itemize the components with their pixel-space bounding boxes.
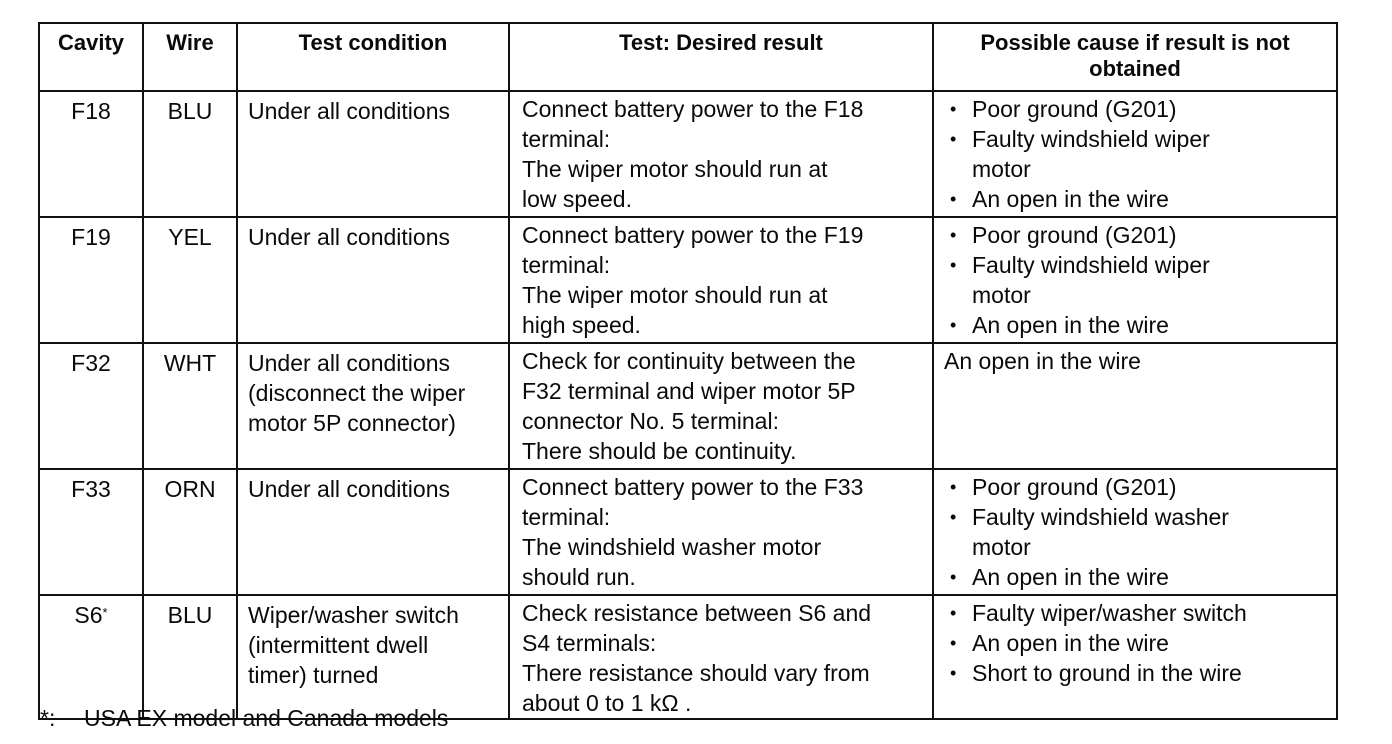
cause-item: • An open in the wire bbox=[944, 562, 1330, 592]
cell-test-condition bbox=[237, 217, 509, 343]
result-line: connector No. 5 terminal: bbox=[522, 408, 779, 434]
cell-wire: YEL bbox=[143, 217, 237, 343]
condition-line: Wiper/washer switch bbox=[248, 602, 459, 628]
result-line: The windshield washer motor bbox=[522, 534, 822, 560]
cell-cavity bbox=[39, 595, 143, 719]
cell-cavity bbox=[39, 469, 143, 595]
condition-line: (disconnect the wiper bbox=[248, 380, 466, 406]
result-line: S4 terminals: bbox=[522, 630, 657, 656]
header-row bbox=[39, 23, 1337, 91]
cell-cavity bbox=[39, 217, 143, 343]
cavity-footnote-mark: * bbox=[102, 605, 108, 620]
condition-line: Under all conditions bbox=[248, 224, 451, 250]
table-row bbox=[39, 469, 1337, 595]
cell-desired-result bbox=[509, 217, 933, 343]
condition-line: timer) turned bbox=[248, 662, 379, 688]
result-line: about 0 to 1 kΩ . bbox=[522, 690, 692, 716]
table-body bbox=[39, 91, 1337, 719]
table-row bbox=[39, 91, 1337, 217]
condition-line: Under all conditions bbox=[248, 476, 451, 502]
result-line: F32 terminal and wiper motor 5P bbox=[522, 378, 856, 404]
cell-desired-result bbox=[509, 595, 933, 719]
cell-desired-result bbox=[509, 343, 933, 469]
header-cavity: Cavity bbox=[39, 23, 143, 91]
cause-item: • Faulty windshield wiper motor bbox=[944, 250, 1330, 310]
footnote-text: USA EX model and Canada models bbox=[84, 705, 449, 731]
cell-cavity bbox=[39, 343, 143, 469]
table-row bbox=[39, 217, 1337, 343]
result-line: terminal: bbox=[522, 504, 611, 530]
table-row bbox=[39, 595, 1337, 719]
result-line: terminal: bbox=[522, 126, 611, 152]
result-line: The wiper motor should run at bbox=[522, 282, 828, 308]
result-line: Check resistance between S6 and bbox=[522, 600, 872, 626]
cause-list bbox=[944, 598, 1330, 688]
cause-item: • An open in the wire bbox=[944, 184, 1330, 214]
condition-line: motor 5P connector) bbox=[248, 410, 456, 436]
cause-item: • Faulty wiper/washer switch bbox=[944, 598, 1330, 628]
cavity-label: F19 bbox=[71, 224, 111, 250]
cell-test-condition bbox=[237, 91, 509, 217]
result-line: high speed. bbox=[522, 312, 641, 338]
header-desired-result: Test: Desired result bbox=[509, 23, 933, 91]
cause-list bbox=[944, 472, 1330, 592]
result-line: There resistance should vary from bbox=[522, 660, 870, 686]
cause-list bbox=[944, 220, 1330, 340]
result-line: Connect battery power to the F19 bbox=[522, 222, 864, 248]
cause-item: • Short to ground in the wire bbox=[944, 658, 1330, 688]
cell-possible-cause bbox=[933, 469, 1337, 595]
cell-test-condition bbox=[237, 343, 509, 469]
result-line: should run. bbox=[522, 564, 636, 590]
cell-possible-cause bbox=[933, 595, 1337, 719]
cell-wire: BLU bbox=[143, 91, 237, 217]
cause-item: • Faulty windshield washer motor bbox=[944, 502, 1330, 562]
footnote bbox=[40, 704, 448, 732]
condition-line: Under all conditions bbox=[248, 98, 451, 124]
condition-line: (intermittent dwell bbox=[248, 632, 429, 658]
result-line: Connect battery power to the F18 bbox=[522, 96, 864, 122]
cell-wire: WHT bbox=[143, 343, 237, 469]
cause-item: • Poor ground (G201) bbox=[944, 472, 1330, 502]
cause-item: • An open in the wire bbox=[944, 310, 1330, 340]
header-wire: Wire bbox=[143, 23, 237, 91]
cell-desired-result bbox=[509, 469, 933, 595]
cell-cavity bbox=[39, 91, 143, 217]
cell-possible-cause bbox=[933, 91, 1337, 217]
cause-item: An open in the wire bbox=[944, 348, 1141, 374]
result-line: The wiper motor should run at bbox=[522, 156, 828, 182]
table-row bbox=[39, 343, 1337, 469]
cell-possible-cause bbox=[933, 343, 1337, 469]
cell-desired-result bbox=[509, 91, 933, 217]
footnote-symbol: *: bbox=[40, 705, 56, 731]
cell-possible-cause bbox=[933, 217, 1337, 343]
cell-wire: BLU bbox=[143, 595, 237, 719]
cause-item: • An open in the wire bbox=[944, 628, 1330, 658]
test-table bbox=[38, 22, 1338, 720]
cavity-label: F18 bbox=[71, 98, 111, 124]
result-line: Connect battery power to the F33 bbox=[522, 474, 864, 500]
cause-list bbox=[944, 346, 1330, 376]
result-line: terminal: bbox=[522, 252, 611, 278]
cause-list bbox=[944, 94, 1330, 214]
cell-test-condition bbox=[237, 595, 509, 719]
result-line: low speed. bbox=[522, 186, 632, 212]
cavity-label: F32 bbox=[71, 350, 111, 376]
cell-wire: ORN bbox=[143, 469, 237, 595]
cause-item: • Faulty windshield wiper motor bbox=[944, 124, 1330, 184]
cavity-label: S6 bbox=[74, 602, 103, 628]
result-line: There should be continuity. bbox=[522, 438, 797, 464]
header-possible-cause: Possible cause if result is not obtained bbox=[933, 23, 1337, 91]
cause-item: • Poor ground (G201) bbox=[944, 94, 1330, 124]
result-line: Check for continuity between the bbox=[522, 348, 856, 374]
condition-line: Under all conditions bbox=[248, 350, 451, 376]
cavity-label: F33 bbox=[71, 476, 111, 502]
cause-item: • Poor ground (G201) bbox=[944, 220, 1330, 250]
header-test-condition: Test condition bbox=[237, 23, 509, 91]
cell-test-condition bbox=[237, 469, 509, 595]
